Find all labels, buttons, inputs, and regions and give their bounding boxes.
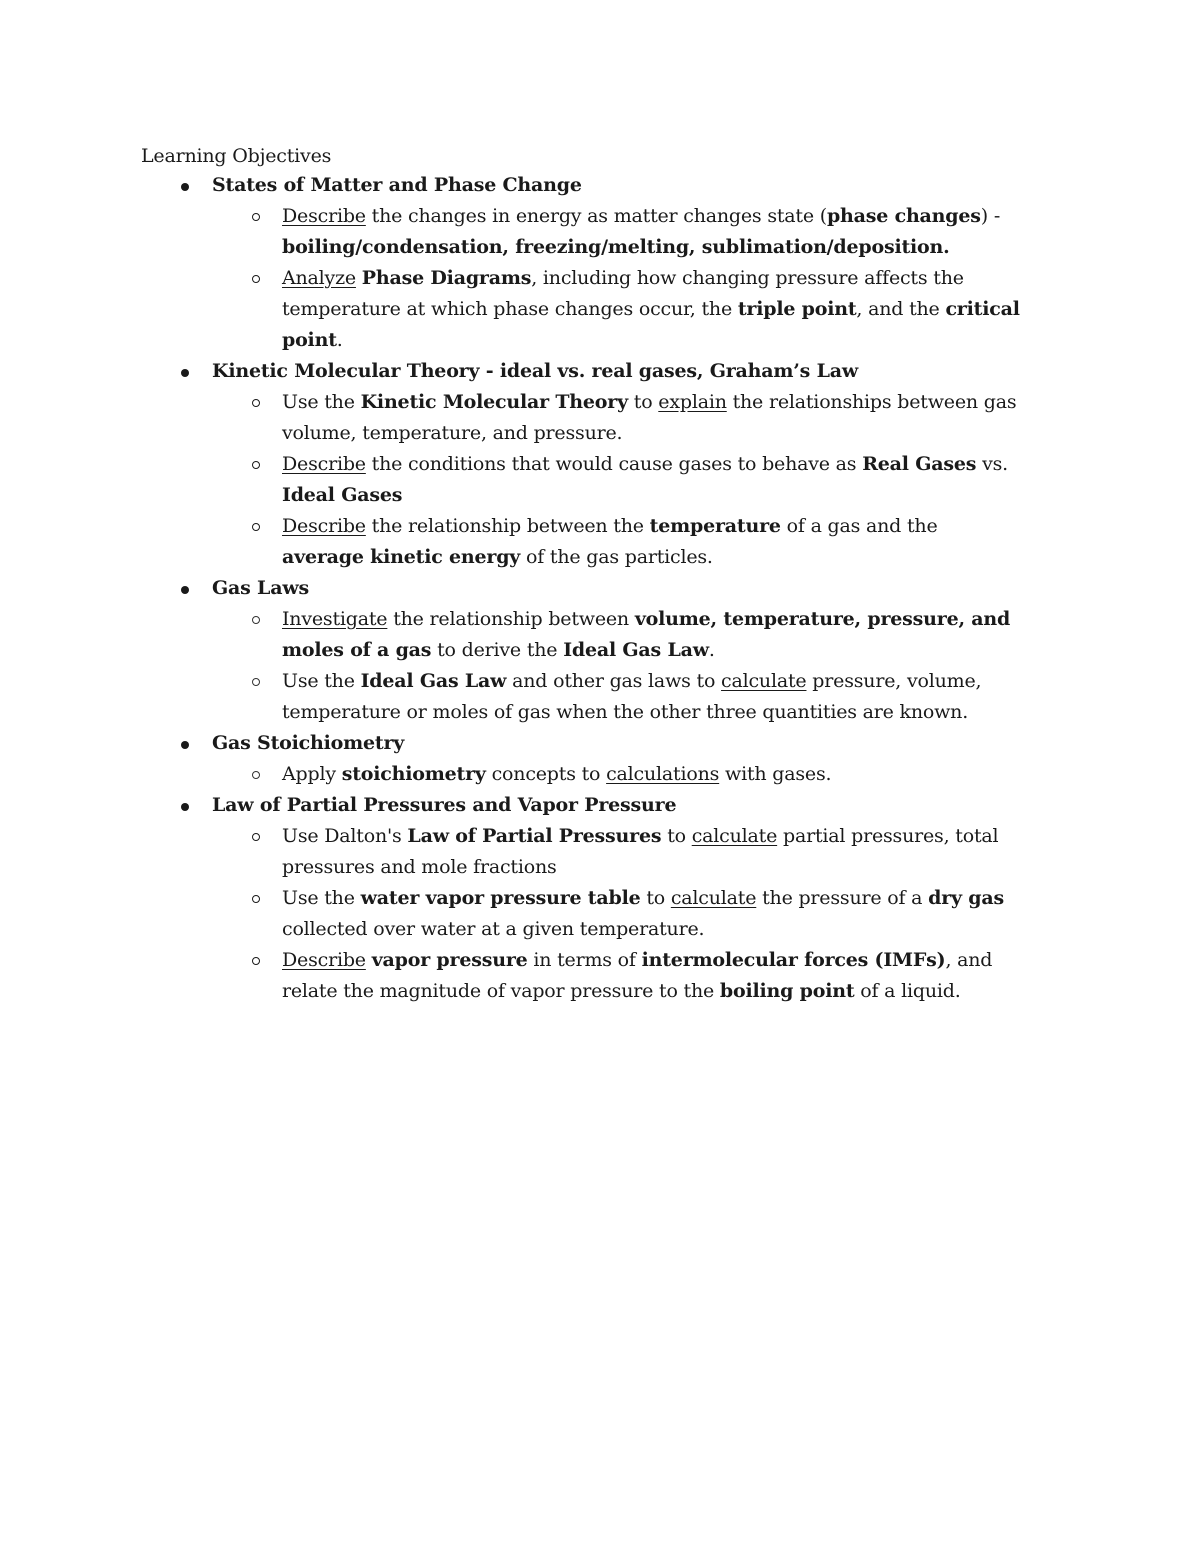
key-term: vapor pressure xyxy=(371,949,528,971)
key-term: Ideal Gases xyxy=(282,484,403,506)
text-run: Use the xyxy=(282,670,361,692)
text-run: the pressure of a xyxy=(756,887,929,909)
text-run: to xyxy=(627,391,659,413)
key-term: temperature xyxy=(649,515,781,537)
objective-text xyxy=(282,949,992,1002)
objective-sublist xyxy=(212,821,1021,1007)
text-run: the changes in energy as matter changes state ( xyxy=(365,205,827,227)
hollow-bullet-icon xyxy=(252,678,260,686)
text-run: the relationship between xyxy=(387,608,635,630)
objective-sublist xyxy=(212,201,1021,356)
key-term: intermolecular forces (IMFs) xyxy=(641,949,946,971)
text-run: , and the xyxy=(856,298,946,320)
text-run: partial pressures, total pressures and mole fractions xyxy=(282,825,999,878)
key-term: Ideal Gas Law xyxy=(563,639,709,661)
action-verb: calculate xyxy=(691,825,778,847)
text-run: to xyxy=(661,825,692,847)
action-verb: explain xyxy=(658,391,727,413)
action-verb: Describe xyxy=(282,515,366,537)
key-term: volume, temperature, pressure, and moles of a gas xyxy=(282,608,1011,661)
hollow-bullet-icon xyxy=(252,523,260,531)
objective-item xyxy=(212,449,1021,511)
key-term: critical point xyxy=(282,298,1020,351)
topic-item xyxy=(141,573,1021,728)
text-run: concepts to xyxy=(485,763,607,785)
text-run: of a gas and the xyxy=(780,515,938,537)
key-term: Law of Partial Pressures xyxy=(407,825,662,847)
objective-text xyxy=(282,887,1004,940)
hollow-bullet-icon xyxy=(252,275,260,283)
objective-item xyxy=(212,387,1021,449)
hollow-bullet-icon xyxy=(252,399,260,407)
text-run: . xyxy=(708,639,715,661)
objective-text xyxy=(282,515,938,568)
bullet-icon xyxy=(181,183,189,191)
objective-text xyxy=(282,608,1010,661)
hollow-bullet-icon xyxy=(252,895,260,903)
objective-item xyxy=(212,201,1021,263)
text-run: the relationships between gas volume, temperature, and pressure. xyxy=(282,391,1017,444)
text-run: , and relate the magnitude of vapor pressure to the xyxy=(282,949,993,1002)
text-run: pressure, volume, temperature or moles of gas when the other three quantities are known. xyxy=(282,670,982,723)
text-run: Apply xyxy=(282,763,342,785)
topic-title: Law of Partial Pressures and Vapor Pressure xyxy=(212,794,677,816)
objective-text xyxy=(282,670,981,723)
objectives-list xyxy=(141,170,1021,1007)
text-run: Use Dalton's xyxy=(282,825,408,847)
key-term: boiling/condensation, freezing/melting, sublimation/deposition. xyxy=(282,236,950,258)
topic-title: Gas Stoichiometry xyxy=(212,732,405,754)
hollow-bullet-icon xyxy=(252,771,260,779)
text-run: and other gas laws to xyxy=(506,670,722,692)
text-run: to derive the xyxy=(431,639,564,661)
text-run: of the gas particles. xyxy=(520,546,713,568)
text-run: in terms of xyxy=(527,949,642,971)
key-term: dry gas xyxy=(928,887,1004,909)
objective-text xyxy=(282,391,1016,444)
text-run: of a liquid. xyxy=(854,980,961,1002)
objective-text xyxy=(282,205,1000,258)
hollow-bullet-icon xyxy=(252,616,260,624)
text-run: vs. xyxy=(976,453,1009,475)
objective-item xyxy=(212,945,1021,1007)
action-verb: calculations xyxy=(606,763,720,785)
action-verb: Investigate xyxy=(282,608,388,630)
objective-item xyxy=(212,821,1021,883)
key-term: phase changes xyxy=(826,205,981,227)
objective-item xyxy=(212,883,1021,945)
bullet-icon xyxy=(181,741,189,749)
key-term: water vapor pressure table xyxy=(360,887,641,909)
key-term: boiling point xyxy=(719,980,855,1002)
key-term: Real Gases xyxy=(862,453,977,475)
topic-item xyxy=(141,170,1021,356)
text-run: the relationship between the xyxy=(365,515,650,537)
objective-item xyxy=(212,759,1021,790)
text-run: to xyxy=(640,887,671,909)
bullet-icon xyxy=(181,803,189,811)
objective-sublist xyxy=(212,759,1021,790)
action-verb: calculate xyxy=(721,670,807,692)
document-content xyxy=(141,142,1021,1007)
key-term: Ideal Gas Law xyxy=(360,670,507,692)
key-term: triple point xyxy=(737,298,857,320)
objective-text xyxy=(282,267,1020,351)
hollow-bullet-icon xyxy=(252,213,260,221)
topic-item xyxy=(141,356,1021,573)
text-run: Use the xyxy=(282,391,361,413)
topic-item xyxy=(141,790,1021,1007)
text-run: , including how changing pressure affects the temperature at which phase changes occur, the xyxy=(282,267,964,320)
document-title: Learning Objectives xyxy=(141,145,332,167)
text-run: with gases. xyxy=(719,763,832,785)
key-term: stoichiometry xyxy=(341,763,486,785)
objective-item xyxy=(212,263,1021,356)
topic-title: Gas Laws xyxy=(212,577,309,599)
objective-item xyxy=(212,666,1021,728)
objective-text xyxy=(282,825,998,878)
objective-text xyxy=(282,453,1008,506)
hollow-bullet-icon xyxy=(252,957,260,965)
action-verb: Describe xyxy=(282,949,366,971)
action-verb: Describe xyxy=(282,453,366,475)
text-run: the conditions that would cause gases to behave as xyxy=(365,453,863,475)
objective-text xyxy=(282,763,831,785)
text-run: collected over water at a given temperature. xyxy=(282,918,705,940)
key-term: Phase Diagrams xyxy=(361,267,532,289)
objective-item xyxy=(212,604,1021,666)
hollow-bullet-icon xyxy=(252,833,260,841)
objective-sublist xyxy=(212,604,1021,728)
text-run: . xyxy=(336,329,343,351)
key-term: Kinetic Molecular Theory xyxy=(360,391,628,413)
bullet-icon xyxy=(181,369,189,377)
topic-title: Kinetic Molecular Theory - ideal vs. real gases, Graham’s Law xyxy=(212,360,859,382)
action-verb: Describe xyxy=(282,205,366,227)
text-run: Use the xyxy=(282,887,361,909)
objective-sublist xyxy=(212,387,1021,573)
topic-title: States of Matter and Phase Change xyxy=(212,174,582,196)
key-term: average kinetic energy xyxy=(282,546,521,568)
text-run: ) - xyxy=(980,205,1001,227)
action-verb: Analyze xyxy=(282,267,356,289)
objective-item xyxy=(212,511,1021,573)
topic-item xyxy=(141,728,1021,790)
bullet-icon xyxy=(181,586,189,594)
action-verb: calculate xyxy=(670,887,757,909)
hollow-bullet-icon xyxy=(252,461,260,469)
